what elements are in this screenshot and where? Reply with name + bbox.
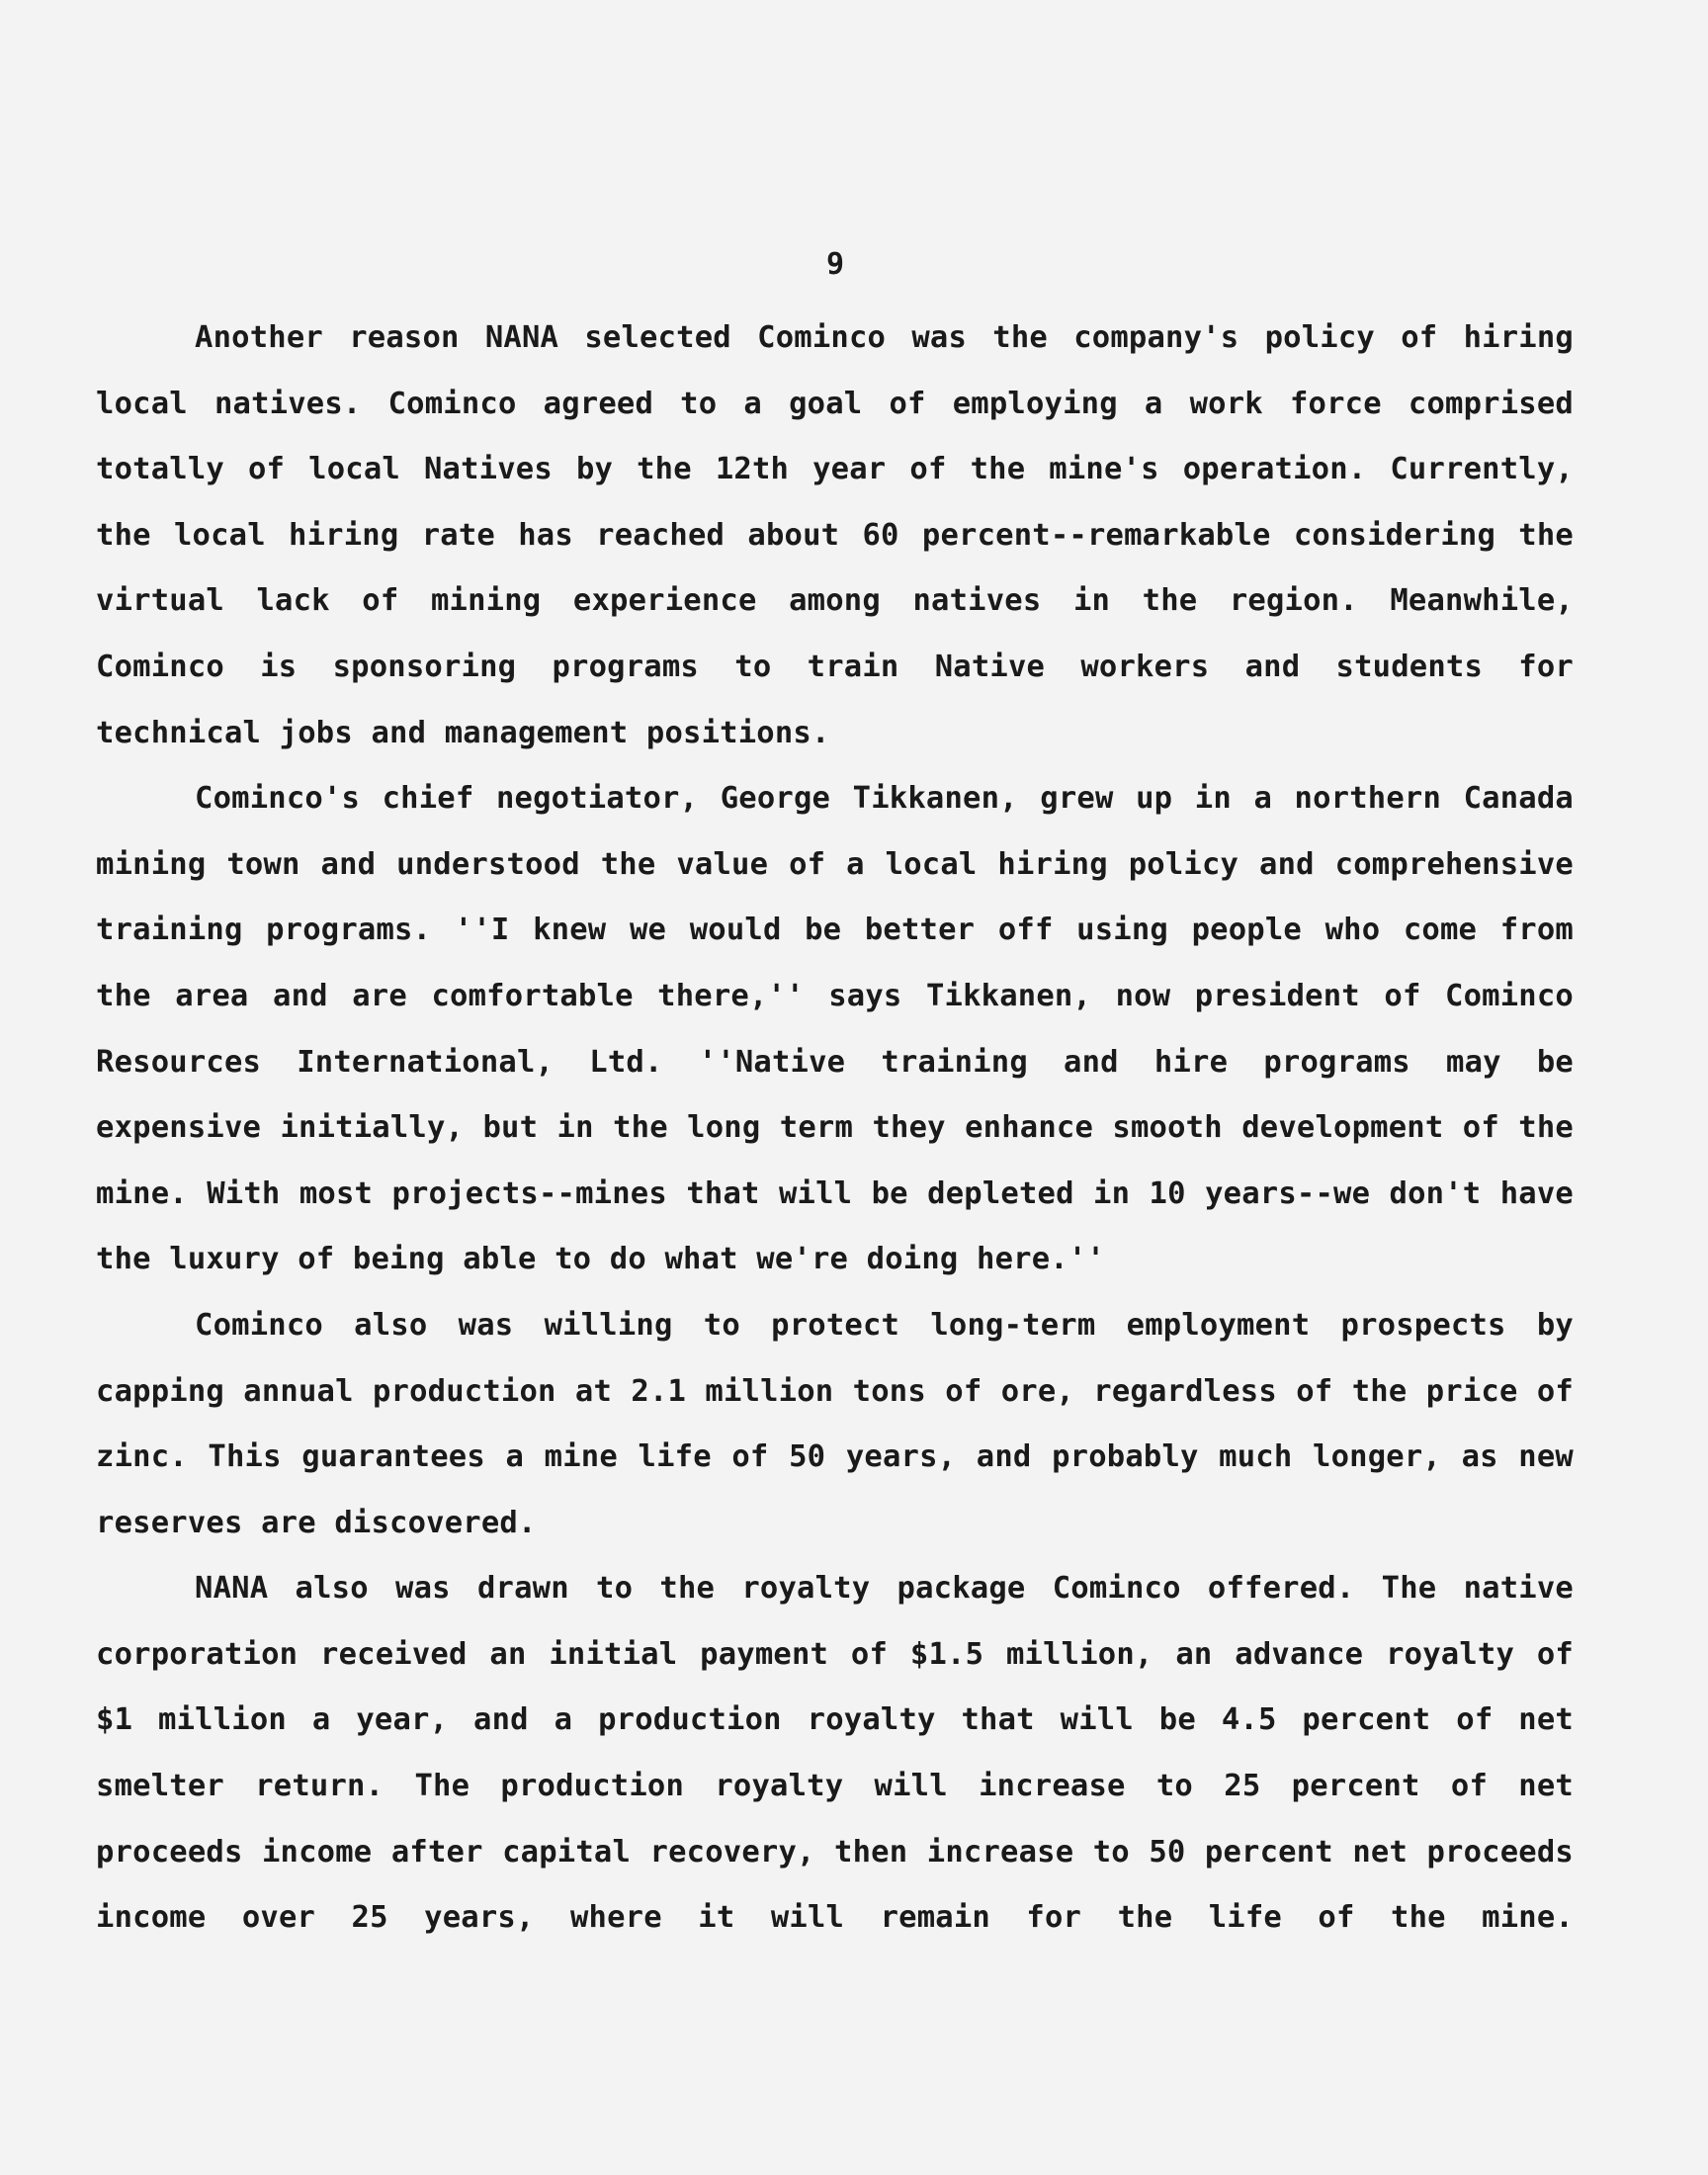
paragraph-chief-negotiator: Cominco's chief negotiator, George Tikkanen, grew up in a northern Canada mining town and understood the value of a local hiring policy and comprehensive training programs. ''I knew we would be better off using people who come from the area and are comfortable there,'' says Tikkanen, now president of Cominco Resources International, Ltd. ''Native training and hire programs may be expensive initially, but in the long term they enhance smooth development of the mine. With most projects--mines that will be depleted in 10 years--we don't have the luxury of being able to do what we're doing here.'': [96, 781, 1574, 1277]
paragraph-hiring-policy: Another reason NANA selected Cominco was the company's policy of hiring local natives. Cominco agreed to a goal of employing a work force comprised totally of local Natives by the 12th year of the mine's operation. Currently, the local hiring rate has reached about 60 percent--remarkable considering the virtual lack of mining experience among natives in the region. Meanwhile, Cominco is sponsoring programs to train Native workers and students for technical jobs and management positions.: [96, 320, 1574, 750]
body-text: [96, 305, 1574, 1952]
paragraph-royalty-package: NANA also was drawn to the royalty package Cominco offered. The native corporation received an initial payment of $1.5 million, an advance royalty of $1 million a year, and a production royalty that will be 4.5 percent of net smelter return. The production royalty will increase to 25 percent of net proceeds income after capital recovery, then increase to 50 percent net proceeds income over 25 years, where it will remain for the life of the mine.: [96, 1571, 1574, 1936]
paragraph-production-cap: Cominco also was willing to protect long-term employment prospects by capping annual production at 2.1 million tons of ore, regardless of the price of zinc. This guarantees a mine life of 50 years, and probably much longer, as new reserves are discovered.: [96, 1307, 1574, 1540]
page-number: 9: [825, 247, 845, 282]
